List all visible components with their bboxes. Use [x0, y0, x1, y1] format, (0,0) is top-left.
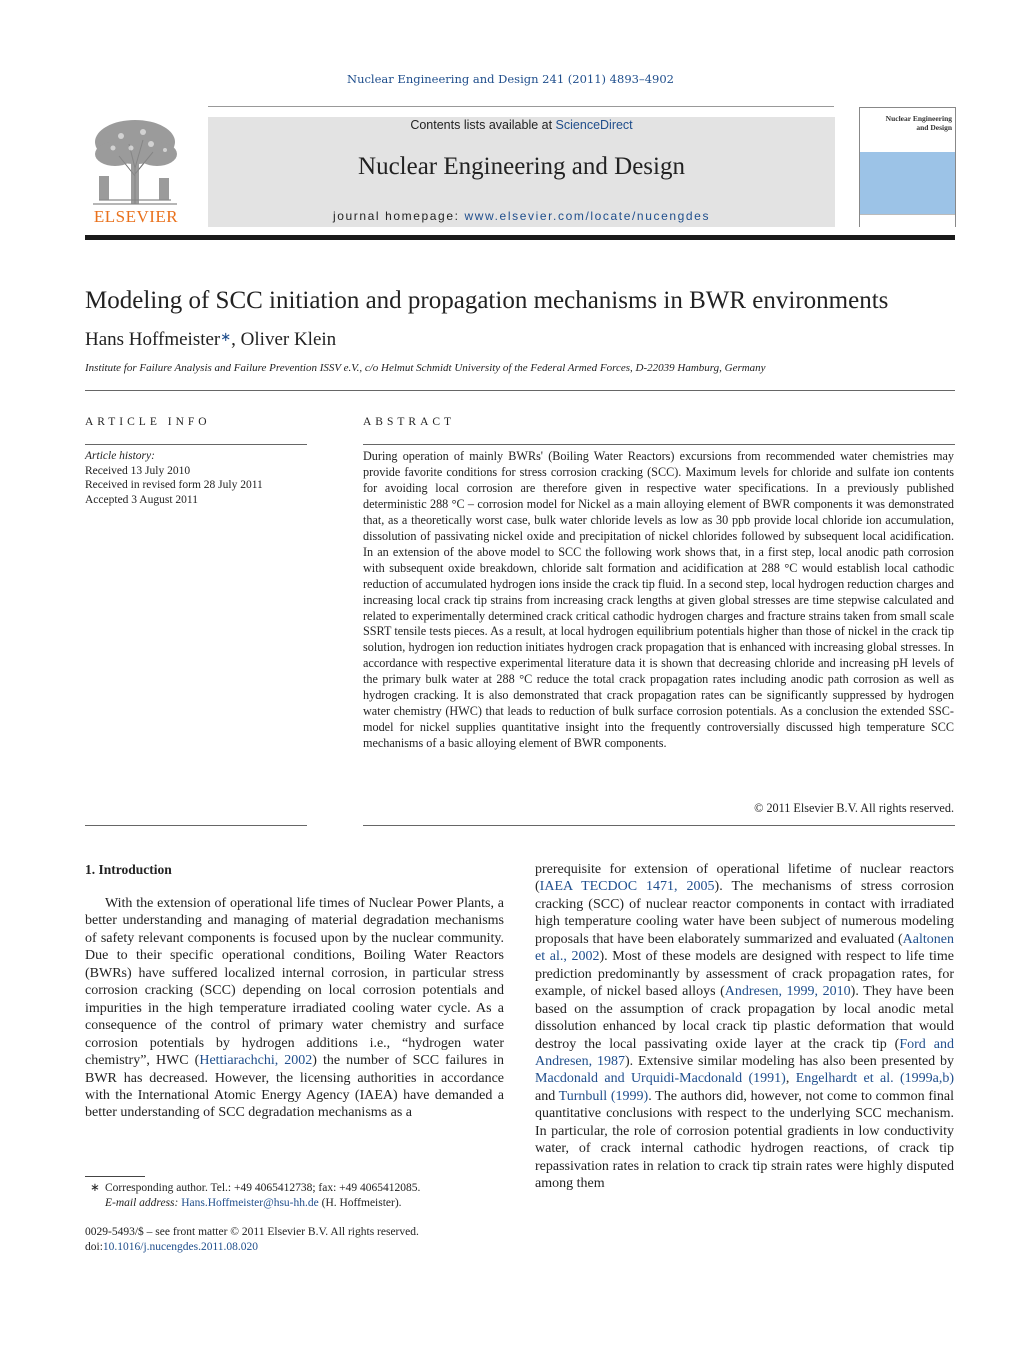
paragraph-text: With the extension of operational life times of Nuclear Power Plants, a better understanding and managing of material degradation mechanisms of safety relevant components is focused upon by the nuclear community. Due to their specific operational conditions, Boiling Water Reactors (BWRs) have suffered localized internal corrosion, in particular stress corrosion cracking (SCC) depending on local corrosion potentials and impurities in the high temperature irradiated cooling water cycle. As a consequence of the control of primary water chemistry and surface corrosion potentials by hydrogen additions i.e., “hydrogen water chemistry”, HWC ( — [85, 896, 504, 1069]
section-heading-introduction: 1. Introduction — [85, 862, 172, 877]
front-matter-info — [85, 1225, 505, 1255]
body-column-left — [85, 895, 504, 1122]
body-paragraph — [85, 895, 504, 1122]
paragraph-text: , — [785, 1071, 796, 1087]
doi-link[interactable]: 10.1016/j.nucengdes.2011.08.020 — [102, 1240, 259, 1253]
body-column-right — [535, 861, 954, 1193]
cover-footer — [860, 214, 955, 227]
doi-prefix: doi: — [85, 1240, 103, 1253]
journal-reference-link[interactable]: Nuclear Engineering and Design 241 (2011) 4893–4902 — [347, 72, 674, 86]
author-affiliation: Institute for Failure Analysis and Failure Prevention ISSV e.V., c/o Helmut Schmidt University of the Federal Armed Forces, D-22039 Hamburg, Germany — [85, 362, 766, 374]
paragraph-text: ). Most of these models are designed with respect to life time prediction predominantly by assessment of crack propagation rates, for example, of nickel based alloys ( — [535, 949, 954, 1000]
article-info-bottom-rule — [85, 825, 307, 826]
author-list — [85, 329, 336, 351]
abstract-text: During operation of mainly BWRs' (Boiling Water Reactors) excursions from recommended water chemistries may provide favorite conditions for stress corrosion cracking (SCC). Maximum levels for chloride and sulfate ion contents for avoiding local corrosion are therefore given in respective water specifications. In a previously published deterministic 288 °C – corrosion model for Nickel as a main alloying element of BWR components it was demonstrated that, as a theoretically worst case, bulk water chloride levels as low as 30 ppb provide local chloride ion accumulation, dissolution of passivating nickel oxide and precipitation of nickel chlorides followed by subsequent local acidification. In an extension of the above model to SCC the following work shows that, in a first step, local anodic path corrosion with subsequent oxide breakdown, chloride salt formation and acidification at 288 °C would establish local cathodic reduction of accumulated hydrogen ions inside the crack tip fluid. In a second step, local hydrogen reduction charges and increasing local crack tip strains from increasing crack lengths at given global stresses are time stepwise calculated and related to experimentally determined crack critical cathodic hydrogen charges and fracture strains taken from small scale SSRT tensile tests pieces. As a result, at local hydrogen equilibrium potentials higher than those of nickel in the crack tip solution, hydrogen ion reduction initiates hydrogen crack propagation that is enhanced with increasing global stresses. In accordance with respective experimental literature data it is shown that decreasing chloride and increasing pH levels of the primary bulk water at 288 °C reduce the total crack propagation rates including anodic path corrosion as well as hydrogen cracking. It is also demonstrated that crack propagation rates can be significantly suppressed by hydrogen water chemistry (HWC) that leads to reduction of bulk surface corrosion potentials. As a conclusion the extended SSC-model for nickel supplies quantitative insight into the frequently controversially discussed high temperature SCC mechanisms of a basic alloying element of BWR components. — [363, 449, 954, 751]
email-label: E-mail address: — [105, 1196, 182, 1209]
author-name[interactable]: Oliver Klein — [240, 329, 337, 350]
paragraph-text: and — [535, 1088, 559, 1104]
citation-link[interactable]: Andresen, 1999, 2010 — [724, 984, 851, 1000]
section-divider — [85, 390, 955, 391]
abstract-bottom-rule — [363, 825, 955, 826]
received-date: Received 13 July 2010 — [85, 464, 191, 477]
footnote-contact: Corresponding author. Tel.: +49 4065412738; fax: +49 4065412085. — [105, 1182, 421, 1194]
paragraph-text: ). Extensive similar modeling has also been presented by — [624, 1053, 954, 1069]
revised-date: Received in revised form 28 July 2011 — [85, 479, 263, 492]
journal-homepage-line — [208, 209, 835, 223]
journal-cover-thumbnail[interactable] — [859, 107, 956, 227]
homepage-prefix: journal homepage: — [332, 209, 465, 223]
citation-link[interactable]: Aaltonen et al., 2002 — [535, 931, 954, 965]
email-suffix: (H. Hoffmeister). — [318, 1196, 402, 1209]
paragraph-text: ) the number of SCC failures in BWR has decreased. However, the licensing authorities in accordance with the International Atomic Energy Agency (IAEA) have demanded a better understanding of SCC degradation mechanisms as a — [85, 1053, 504, 1121]
paragraph-text: prerequisite for extension of operational lifetime of nuclear reactors ( — [535, 862, 954, 895]
paragraph-text: ). The mechanisms of stress corrosion cracking (SCC) of nuclear reactor components in contact with irradiated high temperature cooling water have been subject of numerous modeling proposals that have been elaborately summarized and evaluated ( — [535, 879, 954, 947]
article-info-heading: ARTICLE INFO — [85, 416, 211, 428]
contents-line — [208, 118, 835, 132]
cover-title: Nuclear Engineering and Design — [885, 114, 952, 132]
citation-link[interactable]: Hettiarachchi, 2002 — [199, 1053, 313, 1069]
cover-image — [860, 152, 955, 214]
paragraph-text: . The authors did, however, not come to common final quantitative conclusions with respect to the underlying SCC mechanism. In particular, the role of corrosion potential gradients in low conductivity water, of crack internal cathodic hydrogen reactions, of crack tip repassivation rates in relation to crack tip strain rates were highly disputed among them — [535, 1088, 954, 1192]
issn-line: 0029-5493/$ – see front matter © 2011 Elsevier B.V. All rights reserved. — [85, 1226, 419, 1238]
corresponding-author-footnote — [85, 1181, 505, 1210]
paragraph-text: ). They have been based on the assumption of crack propagation by local anodic metal dissolution enhanced by local crack tip plastic deformation that would destroy the local passivating oxide layer at the crack tip ( — [535, 984, 954, 1052]
header-divider — [208, 106, 834, 107]
article-history — [85, 449, 307, 507]
header-thick-rule — [85, 235, 955, 240]
abstract-divider — [363, 444, 955, 445]
citation-link[interactable]: Macdonald and Urquidi-Macdonald (1991) — [535, 1071, 786, 1087]
citation-link[interactable]: Engelhardt et al. (1999a,b) — [795, 1071, 955, 1087]
body-paragraph — [535, 861, 954, 1193]
abstract-heading: ABSTRACT — [363, 416, 456, 428]
elsevier-wordmark: ELSEVIER — [93, 207, 179, 226]
article-title: Modeling of SCC initiation and propagation mechanisms in BWR environments — [85, 287, 889, 314]
citation-link[interactable]: Turnbull (1999) — [558, 1088, 649, 1104]
copyright-notice: © 2011 Elsevier B.V. All rights reserved. — [754, 801, 954, 815]
journal-title: Nuclear Engineering and Design — [358, 153, 685, 180]
citation-link[interactable]: IAEA TECDOC 1471, 2005 — [539, 879, 715, 895]
contents-prefix: Contents lists available at — [410, 118, 556, 132]
author-name[interactable]: Hans Hoffmeister — [85, 329, 221, 350]
footnote-rule — [85, 1176, 145, 1177]
corresponding-author-mark[interactable]: ∗ — [220, 329, 232, 344]
cover-header — [860, 108, 955, 150]
sciencedirect-link[interactable]: ScienceDirect — [555, 118, 633, 132]
footnote-mark: ∗ — [90, 1182, 100, 1194]
history-label: Article history: — [85, 450, 155, 462]
accepted-date: Accepted 3 August 2011 — [85, 493, 198, 506]
article-info-divider — [85, 444, 307, 445]
author-separator: , — [231, 329, 241, 350]
homepage-link[interactable]: www.elsevier.com/locate/nucengdes — [464, 209, 711, 223]
email-link[interactable]: Hans.Hoffmeister@hsu-hh.de — [181, 1196, 319, 1209]
citation-link[interactable]: Ford and Andresen, 1987 — [535, 1036, 954, 1069]
